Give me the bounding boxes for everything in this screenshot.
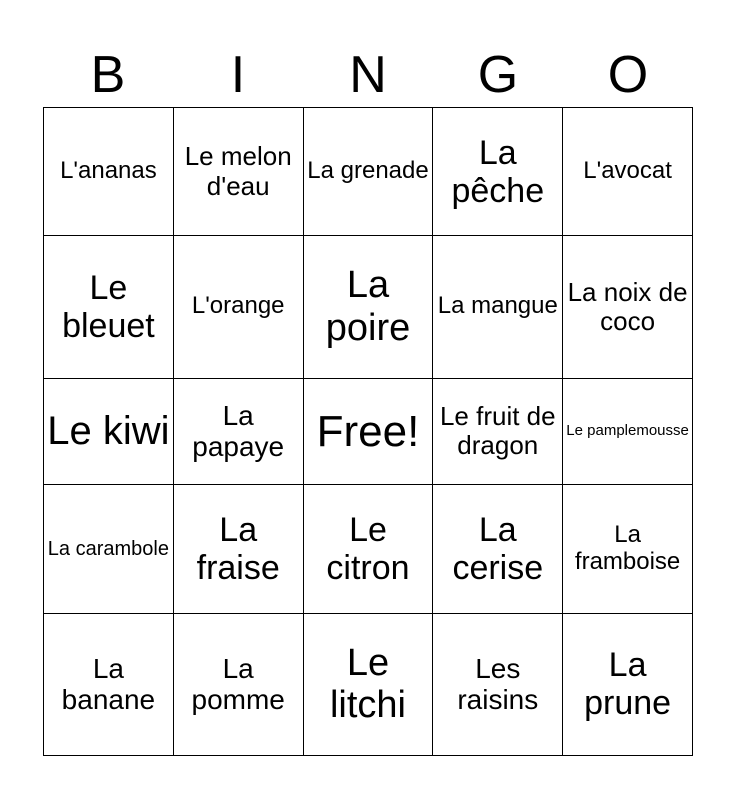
header-letter-i: I (230, 46, 246, 104)
bingo-cell[interactable]: La pêche (433, 108, 563, 236)
bingo-cell[interactable]: Le kiwi (44, 378, 174, 485)
bingo-cell[interactable]: Les raisins (433, 613, 563, 755)
header-letter-b: B (90, 46, 126, 104)
bingo-cell[interactable]: L'ananas (44, 108, 174, 236)
bingo-cell[interactable]: La papaye (173, 378, 303, 485)
header-letter-o: O (607, 46, 649, 104)
grid-row (44, 485, 693, 613)
bingo-header (43, 42, 693, 108)
free-space-cell[interactable]: Free! (303, 378, 433, 485)
bingo-cell[interactable]: La mangue (433, 236, 563, 378)
header-letter-g: G (477, 46, 519, 104)
bingo-cell[interactable]: Le bleuet (44, 236, 174, 378)
bingo-cell[interactable]: La cerise (433, 485, 563, 613)
bingo-cell[interactable]: La noix de coco (563, 236, 693, 378)
bingo-cell[interactable]: La banane (44, 613, 174, 755)
bingo-cell[interactable]: L'orange (173, 236, 303, 378)
bingo-cell[interactable]: La fraise (173, 485, 303, 613)
grid-row (44, 236, 693, 378)
bingo-cell[interactable]: Le melon d'eau (173, 108, 303, 236)
bingo-cell[interactable]: La carambole (44, 485, 174, 613)
header-letter-n: N (349, 46, 387, 104)
bingo-cell[interactable]: La prune (563, 613, 693, 755)
bingo-cell[interactable]: La grenade (303, 108, 433, 236)
bingo-cell[interactable]: Le litchi (303, 613, 433, 755)
bingo-cell[interactable]: La framboise (563, 485, 693, 613)
bingo-cell[interactable]: La pomme (173, 613, 303, 755)
bingo-cell[interactable]: Le pamplemousse (563, 378, 693, 485)
grid-row (44, 613, 693, 755)
bingo-cell[interactable]: Le citron (303, 485, 433, 613)
bingo-cell[interactable]: L'avocat (563, 108, 693, 236)
bingo-cell[interactable]: Le fruit de dragon (433, 378, 563, 485)
grid-row (44, 378, 693, 485)
bingo-cell[interactable]: La poire (303, 236, 433, 378)
bingo-grid (43, 107, 693, 756)
grid-row (44, 108, 693, 236)
